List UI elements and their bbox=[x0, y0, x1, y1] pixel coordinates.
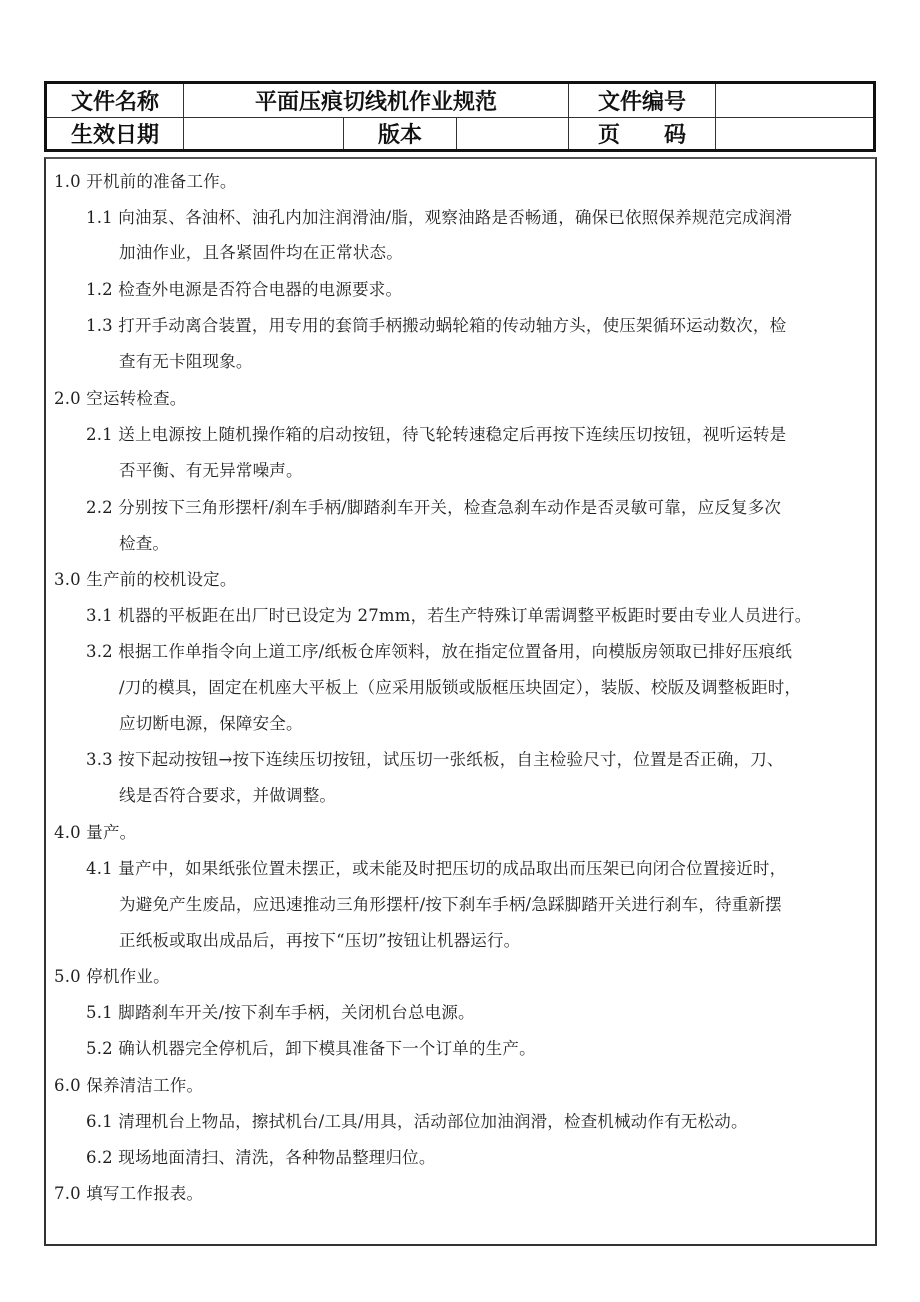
list-item: 3.3 按下起动按钮→按下连续压切按钮，试压切一张纸板，自主检验尺寸，位置是否正确，刀、 bbox=[86, 750, 784, 769]
list-item: 6.1 清理机台上物品，擦拭机台/工具/用具，活动部位加油润滑，检查机械动作有无松动。 bbox=[86, 1112, 748, 1131]
section-heading: 5.0 停机作业。 bbox=[54, 967, 170, 986]
list-item: 1.3 打开手动离合装置，用专用的套筒手柄搬动蜗轮箱的传动轴方头，使压架循环运动数次，检 bbox=[86, 316, 787, 335]
file-number-label: 文件编号 bbox=[597, 90, 686, 115]
list-item: 2.2 分别按下三角形摆杆/刹车手柄/脚踏刹车开关，检查急刹车动作是否灵敏可靠，应反复多次 bbox=[86, 498, 782, 517]
file-name-label: 文件名称 bbox=[70, 90, 159, 115]
list-item-continuation: 应切断电源，保障安全。 bbox=[119, 714, 303, 733]
effective-date-value bbox=[184, 118, 343, 149]
list-item-continuation: 检查。 bbox=[119, 534, 170, 553]
list-item-continuation: /刀的模具，固定在机座大平板上（应采用版锁或版框压块固定），装版、校版及调整板距时， bbox=[119, 678, 802, 697]
list-item: 1.2 检查外电源是否符合电器的电源要求。 bbox=[86, 280, 403, 299]
file-name-value: 平面压痕切线机作业规范 bbox=[254, 90, 497, 115]
page-label: 页 码 bbox=[597, 123, 686, 148]
list-item: 1.1 向油泵、各油杯、油孔内加注润滑油/脂，观察油路是否畅通，确保已依照保养规范完成润滑 bbox=[86, 208, 793, 227]
list-item: 5.2 确认机器完全停机后，卸下模具准备下一个订单的生产。 bbox=[86, 1039, 536, 1058]
file-number-value bbox=[716, 84, 873, 117]
procedure-content-box bbox=[44, 157, 877, 1246]
section-heading: 3.0 生产前的校机设定。 bbox=[54, 570, 237, 589]
version-label: 版本 bbox=[377, 123, 422, 148]
list-item-continuation: 线是否符合要求，并做调整。 bbox=[119, 786, 337, 805]
section-heading: 1.0 开机前的准备工作。 bbox=[54, 172, 237, 191]
list-item-continuation: 正纸板或取出成品后，再按下“压切”按钮让机器运行。 bbox=[119, 931, 521, 950]
list-item-continuation: 否平衡、有无异常噪声。 bbox=[119, 461, 303, 480]
section-heading: 4.0 量产。 bbox=[54, 823, 137, 842]
effective-date-label: 生效日期 bbox=[70, 123, 159, 148]
list-item: 2.1 送上电源按上随机操作箱的启动按钮，待飞轮转速稳定后再按下连续压切按钮，视听运转是 bbox=[86, 425, 787, 444]
section-heading: 2.0 空运转检查。 bbox=[54, 389, 187, 408]
list-item: 3.1 机器的平板距在出厂时已设定为 27mm，若生产特殊订单需调整平板距时要由专业人员进行。 bbox=[86, 606, 812, 625]
list-item: 3.2 根据工作单指令向上道工序/纸板仓库领料，放在指定位置备用，向模版房领取已排好压痕纸 bbox=[86, 642, 793, 661]
list-item-continuation: 查有无卡阻现象。 bbox=[119, 352, 253, 371]
list-item-continuation: 为避免产生废品，应迅速推动三角形摆杆/按下刹车手柄/急踩脚踏开关进行刹车，待重新摆 bbox=[119, 895, 782, 914]
list-item-continuation: 加油作业，且各紧固件均在正常状态。 bbox=[119, 243, 403, 262]
page-value bbox=[716, 118, 873, 149]
section-heading: 7.0 填写工作报表。 bbox=[54, 1184, 204, 1203]
section-heading: 6.0 保养清洁工作。 bbox=[54, 1076, 204, 1095]
list-item: 5.1 脚踏刹车开关/按下刹车手柄，关闭机台总电源。 bbox=[86, 1003, 475, 1022]
document-header-table bbox=[44, 81, 876, 152]
list-item: 4.1 量产中，如果纸张位置未摆正，或未能及时把压切的成品取出而压架已向闭合位置接近时， bbox=[86, 859, 787, 878]
version-value bbox=[457, 118, 568, 149]
list-item: 6.2 现场地面清扫、清洗，各种物品整理归位。 bbox=[86, 1148, 436, 1167]
